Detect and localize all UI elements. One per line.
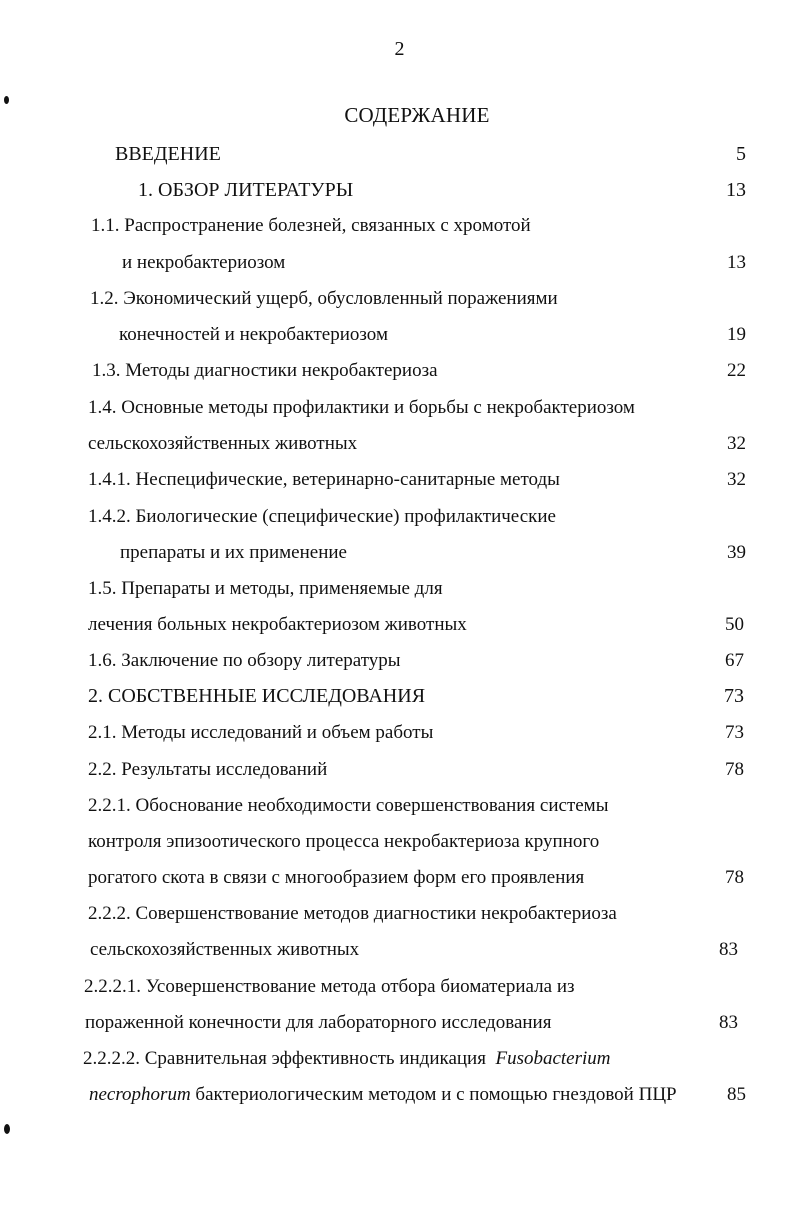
toc-page-number: 50 — [725, 614, 744, 635]
toc-entry-text: рогатого скота в связи с многообразием форм его проявления — [88, 867, 585, 888]
toc-entry-text: контроля эпизоотического процесса некробактериоза крупного — [88, 831, 600, 852]
toc-page-number: 32 — [727, 433, 746, 454]
toc-entry-text: конечностей и некробактериозом — [119, 324, 388, 345]
toc-entry-text: 1.4.2. Биологические (специфические) профилактические — [88, 506, 556, 527]
toc-entry-text: 2.2. Результаты исследований — [88, 759, 328, 780]
page-title: СОДЕРЖАНИЕ — [344, 103, 490, 127]
toc-page-number: 22 — [727, 360, 746, 381]
toc-entry-text: пораженной конечности для лабораторного исследования — [85, 1012, 552, 1033]
toc-page-number: 73 — [725, 722, 744, 743]
toc-entry-text: препараты и их применение — [120, 542, 347, 563]
toc-entry-text: ВВЕДЕНИЕ — [115, 143, 221, 165]
toc-page-number: 32 — [727, 469, 746, 490]
toc-entry-text — [89, 1083, 677, 1107]
toc-entry-species-name: necrophorum — [89, 1084, 191, 1105]
toc-entry-text: 1. ОБЗОР ЛИТЕРАТУРЫ — [138, 179, 354, 201]
toc-page-number: 19 — [727, 324, 746, 345]
toc-entry-text-part: 2.2.2.2. Сравнительная эффективность индикация — [83, 1048, 486, 1069]
toc-entry-text: лечения больных некробактериозом животных — [88, 614, 467, 635]
toc-entry-text: 1.2. Экономический ущерб, обусловленный поражениями — [90, 288, 558, 309]
scan-mark — [4, 1124, 10, 1134]
toc-entry-text: 2.2.2. Совершенствование методов диагностики некробактериоза — [88, 903, 617, 924]
toc-entry-text: сельскохозяйственных животных — [88, 433, 358, 454]
toc-entry-text: 2. СОБСТВЕННЫЕ ИССЛЕДОВАНИЯ — [88, 685, 426, 707]
toc-page-number: 67 — [725, 650, 744, 671]
toc-page-number: 83 — [719, 939, 738, 960]
toc-entry-species-name: Fusobacterium — [495, 1048, 611, 1069]
toc-page-number: 78 — [725, 759, 744, 780]
toc-entry-text: 1.1. Распространение болезней, связанных с хромотой — [91, 215, 531, 236]
toc-entry-text: 2.2.2.1. Усовершенствование метода отбора биоматериала из — [84, 976, 575, 997]
toc-page-number: 13 — [727, 252, 746, 273]
toc-entry-text: 2.1. Методы исследований и объем работы — [88, 722, 434, 743]
page-number: 2 — [394, 38, 405, 60]
toc-page-number: 5 — [736, 143, 746, 165]
toc-entry-text: 1.6. Заключение по обзору литературы — [88, 650, 401, 671]
toc-page-number: 83 — [719, 1012, 738, 1033]
toc-page-number: 73 — [724, 685, 744, 707]
toc-entry-text: 1.4.1. Неспецифические, ветеринарно-санитарные методы — [88, 469, 560, 490]
toc-entry-text: сельскохозяйственных животных — [90, 939, 360, 960]
toc-entry-text: 1.3. Методы диагностики некробактериоза — [92, 360, 438, 381]
toc-entry-text-part: бактериологическим методом и с помощью гнездовой ПЦР — [195, 1084, 677, 1105]
toc-page-number: 85 — [727, 1084, 746, 1105]
toc-page-number: 78 — [725, 867, 744, 888]
toc-entry-text: 1.5. Препараты и методы, применяемые для — [88, 578, 443, 599]
toc-entry-text — [83, 1047, 611, 1071]
toc-entry-text: 2.2.1. Обоснование необходимости совершенствования системы — [88, 795, 609, 816]
toc-entry-text: 1.4. Основные методы профилактики и борьбы с некробактериозом — [88, 397, 635, 418]
toc-page-number: 13 — [726, 179, 746, 201]
toc-entry-text: и некробактериозом — [122, 252, 286, 273]
toc-page-number: 39 — [727, 542, 746, 563]
